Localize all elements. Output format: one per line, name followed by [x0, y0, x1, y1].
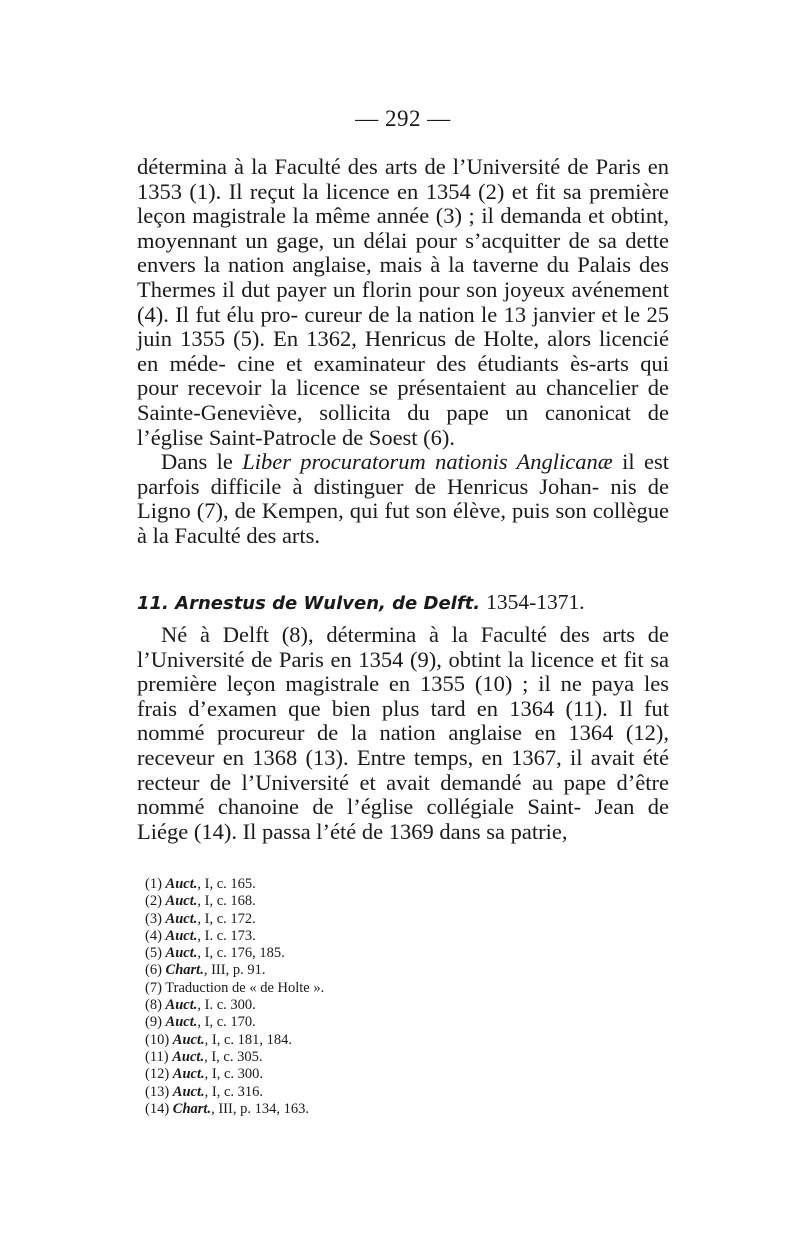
footnote-source: Auct. [172, 1066, 205, 1083]
footnote-source: Chart. [165, 962, 204, 979]
footnote [145, 893, 545, 910]
footnote [145, 1101, 545, 1118]
paragraph-henricus-career [137, 155, 669, 450]
footnote-number: (10) [145, 1031, 170, 1048]
text-line: cureur de la nation le 13 janvier et le 25 juin 1355 (5). [137, 301, 670, 352]
footnote-location: , III, p. 134, 163. [211, 1100, 309, 1117]
text-line: cine et examinateur des étudiants ès-arts qui pour [137, 350, 669, 401]
footnote-location: , I, c. 181, 184. [204, 1031, 293, 1048]
footnote-number: (8) [145, 997, 162, 1014]
text-line: première leçon magistrale la même année (3) ; il [137, 178, 670, 229]
footnote [145, 1049, 545, 1066]
footnote-number: (6) [145, 962, 162, 979]
footnote-location: , I, c. 168. [197, 893, 256, 910]
footnote-location: , I, c. 300. [204, 1066, 264, 1083]
footnote-location: , I, c. 172. [197, 910, 256, 927]
text-block-arnestus [137, 623, 669, 844]
section-heading [137, 590, 669, 616]
footnote-number: (13) [145, 1083, 170, 1100]
footnote-number: (4) [145, 927, 162, 944]
footnote [145, 876, 545, 893]
text-line: fut nommé procureur de la nation anglaise en 1364 (12), [137, 695, 669, 746]
text-line: détermina à la Faculté des arts de l’Université de [137, 154, 589, 179]
footnote [145, 1084, 545, 1101]
page-number: — 292 — [355, 106, 451, 131]
text-line: En 1362, Henricus de Holte, alors licencié en méde- [137, 326, 669, 376]
text-line: Sainte-Geneviève, sollicita du pape un canonicat de [137, 399, 669, 425]
paragraph-arnestus-career [137, 623, 669, 844]
footnote [145, 1066, 545, 1083]
text-line: Jean de Liége (14). Il passa l’été de 1369 dans sa patrie, [137, 794, 670, 844]
footnote-source: Auct. [165, 1014, 198, 1031]
footnote [145, 1014, 545, 1031]
footnote-source: Chart. [172, 1100, 212, 1117]
footnote-location: , III, p. 91. [203, 962, 266, 979]
footnote-location: , I, c. 305. [204, 1048, 263, 1065]
text-line: Paris en 1353 (1). Il reçut la licence en 1354 (2) et fit sa [137, 154, 670, 204]
text-line: recteur de l’Université et avait demandé au pape [137, 769, 607, 795]
footnote [145, 997, 545, 1014]
footnote-location: , I, c. 165. [197, 876, 256, 892]
footnote-location: , I, c. 170. [197, 1014, 256, 1031]
footnote-source: Auct. [165, 910, 198, 927]
text-line: les frais d’examen que bien plus tard en 1364 (11). Il [137, 671, 669, 721]
text-line: receveur en 1368 (13). Entre temps, en 1367, il avait été [137, 744, 669, 770]
book-title-italic: Liber procuratorum nationis Anglicanæ [242, 449, 613, 475]
text-line: l’église Saint-Patrocle de Soest (6). [137, 424, 456, 450]
footnote-source: Auct. [172, 1048, 205, 1065]
footnote [145, 1032, 545, 1049]
text-line: est parfois difficile à distinguer de Henricus Johan- [137, 449, 669, 499]
footnote [145, 911, 545, 928]
text-line: son collègue à la Faculté des arts. [137, 498, 670, 548]
footnote-source: Auct. [165, 927, 198, 944]
footnote-number: (2) [145, 893, 162, 910]
text-line: recevoir la licence se présentaient au chancelier de [187, 375, 670, 401]
footnote-location: , I, c. 316. [204, 1083, 264, 1100]
footnote-number: (7) [145, 979, 162, 996]
footnote [145, 980, 545, 997]
text-line: s’acquitter de sa dette envers la nation anglaise, mais [137, 227, 670, 278]
footnote-number: (5) [145, 945, 162, 962]
footnotes [145, 876, 545, 1118]
text-fragment: il [612, 449, 635, 475]
text-line: l’Université de Paris en 1354 (9), obtint la licence et [137, 646, 618, 672]
footnote-location: Traduction de « de Holte ». [165, 979, 325, 996]
footnote-source: Auct. [165, 876, 198, 892]
footnote-number: (14) [145, 1100, 170, 1117]
text-line: à la taverne du Palais des Thermes il dut payer un [137, 252, 669, 302]
footnote [145, 945, 545, 962]
text-line: demanda et obtint, moyennant un gage, un délai pour [137, 203, 669, 253]
text-line: d’être nommé chanoine de l’église collégiale Saint- [137, 769, 669, 820]
text-line: Né à Delft (8), détermina à la Faculté des arts de [161, 622, 669, 647]
text-line: nis de Ligno (7), de Kempen, qui fut son élève, puis [137, 473, 669, 524]
paragraph-liber-procuratorum [137, 450, 669, 548]
footnote-source: Auct. [172, 1083, 205, 1100]
footnote-source: Auct. [165, 945, 198, 962]
footnote-number: (11) [145, 1048, 169, 1065]
section-dates: 1354-1371. [486, 590, 585, 614]
text-fragment: Dans le [161, 449, 243, 475]
footnote-location: , I. c. 300. [197, 997, 256, 1014]
footnote-location: , I, c. 176, 185. [197, 945, 285, 962]
footnote-number: (12) [145, 1066, 170, 1083]
text-line: fit sa première leçon magistrale en 1355 (10) ; il ne paya [137, 646, 669, 697]
footnote-number: (3) [145, 910, 162, 927]
footnote-location: , I. c. 173. [197, 927, 256, 944]
footnote-source: Auct. [172, 1031, 205, 1048]
footnote-source: Auct. [165, 997, 198, 1014]
footnote-number: (1) [145, 876, 162, 892]
footnote [145, 928, 545, 945]
footnote [145, 962, 545, 979]
footnote-source: Auct. [165, 893, 198, 910]
section-title: 11. Arnestus de Wulven, de Delft. [137, 593, 481, 614]
text-line: florin pour son joyeux avénement (4). Il fut élu pro- [137, 276, 670, 327]
footnote-number: (9) [145, 1014, 162, 1031]
text-block-henricus [137, 155, 669, 549]
